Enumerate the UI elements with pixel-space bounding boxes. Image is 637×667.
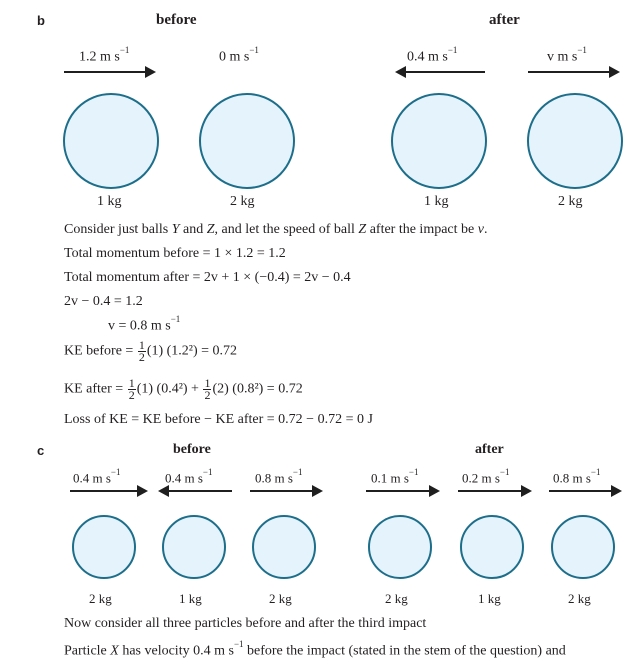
mass-label: 1 kg <box>424 194 449 209</box>
ball <box>63 93 159 189</box>
right-arrow-icon <box>458 490 530 492</box>
velocity-label: 0.2 m $s^{-1}$ <box>462 467 510 486</box>
right-arrow-icon <box>366 490 438 492</box>
part-b-label: b <box>37 13 45 28</box>
velocity-label: 0.4 m $s^{-1}$ <box>165 467 213 486</box>
ball <box>368 515 432 579</box>
half-fraction: $\frac{1}{2}$ <box>138 338 145 364</box>
mass-label: 2 kg <box>269 591 292 606</box>
working-line: Total momentum after = 2v + 1 × (−0.4) = 2v − 0.4 <box>64 270 351 285</box>
velocity-label: 0.4 m $s^{-1}$ <box>407 45 458 65</box>
ball <box>460 515 524 579</box>
mass-label: 1 kg <box>179 591 202 606</box>
mass-label: 2 kg <box>568 591 591 606</box>
velocity-label: v m $s^{-1}$ <box>547 45 587 65</box>
working-line: Total momentum before = 1 × 1.2 = 1.2 <box>64 246 286 261</box>
part-b-after-heading: after <box>489 12 520 28</box>
ke-after-line: KE after = $\frac{1}{2}$ (1) (0.4²) + $\frac{1}{2}$ (2) (0.8²) = 0.72 <box>64 376 303 402</box>
working-line: v = 0.8 m $s^{-1}$ <box>108 314 181 334</box>
half-fraction: $\frac{1}{2}$ <box>128 376 135 402</box>
ball <box>72 515 136 579</box>
part-c-after-heading: after <box>475 442 504 457</box>
mass-label: 1 kg <box>97 194 122 209</box>
velocity-label: 0.1 m $s^{-1}$ <box>371 467 419 486</box>
velocity-label: 0.8 m $s^{-1}$ <box>553 467 601 486</box>
part-c-before-heading: before <box>173 442 211 457</box>
velocity-label: 0.8 m $s^{-1}$ <box>255 467 303 486</box>
right-arrow-icon <box>549 490 620 492</box>
ball <box>527 93 623 189</box>
right-arrow-icon <box>250 490 321 492</box>
velocity-label: 1.2 m $s^{-1}$ <box>79 45 130 65</box>
right-arrow-icon <box>528 71 618 73</box>
right-arrow-icon <box>70 490 146 492</box>
left-arrow-icon <box>160 490 232 492</box>
mass-label: 2 kg <box>230 194 255 209</box>
ball <box>551 515 615 579</box>
right-arrow-icon <box>64 71 154 73</box>
left-arrow-icon <box>397 71 485 73</box>
velocity-label: 0.4 m $s^{-1}$ <box>73 467 121 486</box>
part-b-before-heading: before <box>156 12 197 28</box>
half-fraction: $\frac{1}{2}$ <box>204 376 211 402</box>
ball <box>391 93 487 189</box>
mass-label: 2 kg <box>558 194 583 209</box>
working-line: Consider just balls Y and Z, and let the speed of ball Z after the impact be v. <box>64 222 488 237</box>
working-line: 2v − 0.4 = 1.2 <box>64 294 143 309</box>
mass-label: 1 kg <box>478 591 501 606</box>
ball <box>162 515 226 579</box>
ke-before-line: KE before = $\frac{1}{2}$ (1) (1.2²) = 0.72 <box>64 338 238 364</box>
loss-line: Loss of KE = KE before − KE after = 0.72 − 0.72 = 0 J <box>64 412 373 427</box>
velocity-label: 0 m $s^{-1}$ <box>219 45 259 65</box>
ball <box>199 93 295 189</box>
working-line: Particle X has velocity 0.4 m $s^{-1}$ before the impact (stated in the stem of the question) and <box>64 639 566 659</box>
mass-label: 2 kg <box>89 591 112 606</box>
ball <box>252 515 316 579</box>
mass-label: 2 kg <box>385 591 408 606</box>
part-c-label: c <box>37 443 45 458</box>
working-line: Now consider all three particles before and after the third impact <box>64 616 427 631</box>
